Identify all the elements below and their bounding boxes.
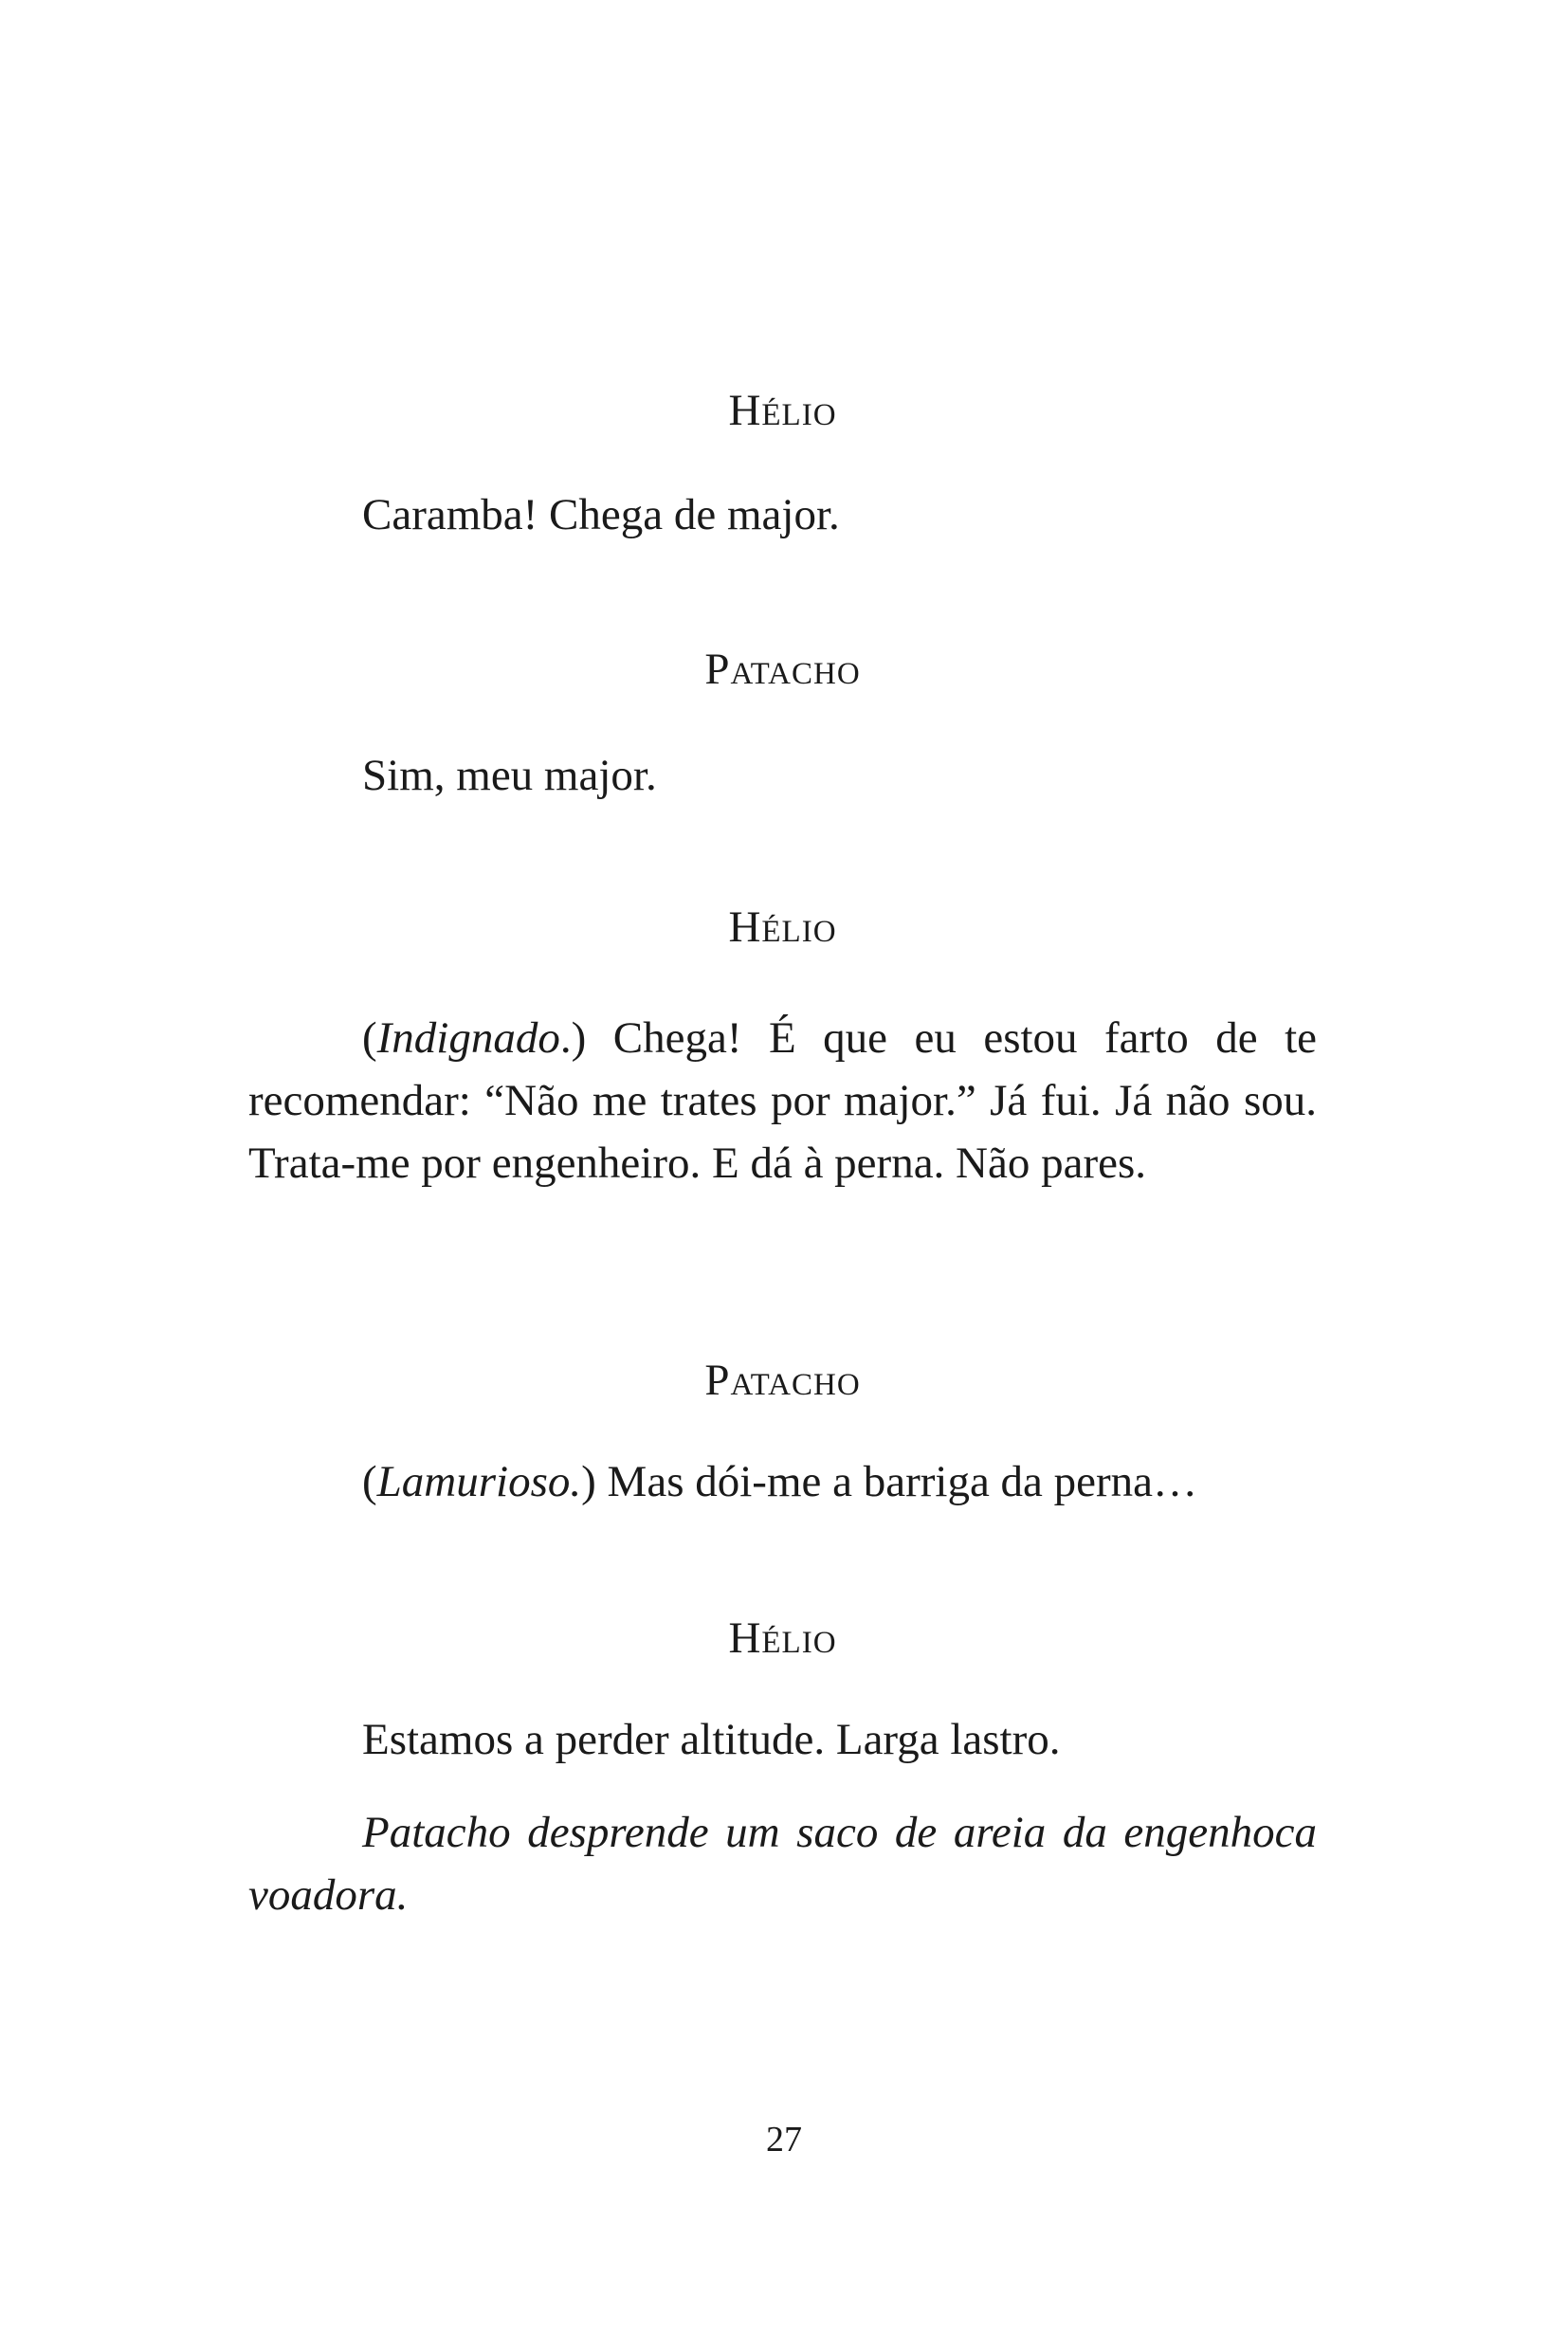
speaker-name: Hélio: [728, 1613, 837, 1663]
speaker-name: Hélio: [728, 902, 837, 952]
page-number: 27: [766, 2120, 802, 2160]
speech-line: Caramba! Chega de major.: [362, 490, 840, 539]
stage-direction-paragraph: [248, 1801, 1317, 1926]
stage-direction: Patacho desprende um saco de areia da engenhoca voadora.: [248, 1808, 1317, 1920]
speech-text: .) Chega! É que eu estou farto de te recomendar: “Não me trates por major.” Já fui. Já não sou. Trata-me por engenheiro. E dá à perna. Não pares.: [248, 1013, 1317, 1188]
speech-line: Estamos a perder altitude. Larga lastro.: [362, 1715, 1061, 1764]
speech-line: (Lamurioso.) Mas dói-me a barriga da perna…: [362, 1457, 1198, 1506]
speaker-name: Patacho: [704, 645, 861, 694]
speaker-name: Hélio: [728, 386, 837, 435]
speech-line: Sim, meu major.: [362, 751, 657, 800]
speech-text: ) Mas dói-me a barriga da perna…: [581, 1457, 1198, 1506]
speaker-name: Patacho: [704, 1356, 861, 1405]
speech-paragraph: (Indignado.) Chega! É que eu estou farto de te recomendar: “Não me trates por major.” Já fui. Já não sou. Trata-me por engenheiro. E dá à perna. Não pares.: [248, 1013, 1317, 1188]
stage-direction: Indignado: [376, 1013, 560, 1063]
stage-direction: Lamurioso.: [376, 1457, 582, 1506]
